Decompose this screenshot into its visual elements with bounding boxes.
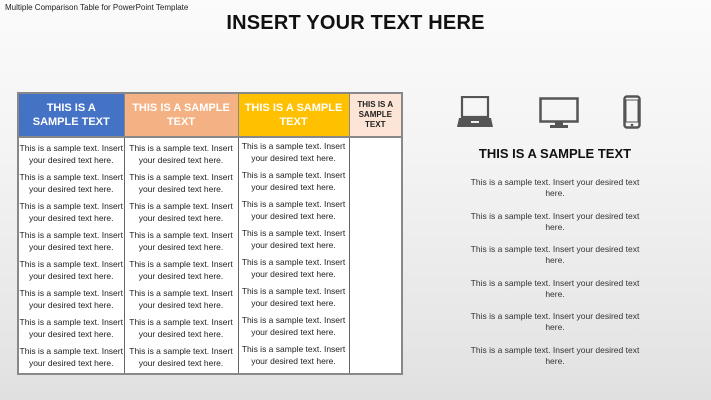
panel-text-item: This is a sample text. Insert your desired text here. [470,277,640,299]
panel-text-item: This is a sample text. Insert your desired text here. [470,210,640,232]
panel-text-item: This is a sample text. Insert your desired text here. [470,344,640,366]
table-cell-text: This is a sample text. Insert your desired text here. [19,172,123,194]
table-cell-text: This is a sample text. Insert your desired text here. [129,143,233,165]
column-header-4: THIS IS A SAMPLE TEXT [349,93,402,137]
panel-text-list [440,177,670,378]
table-cell-text: This is a sample text. Insert your desired text here. [241,228,346,250]
table-cell-text: This is a sample text. Insert your desired text here. [241,199,346,221]
column-4-cell [349,137,402,374]
column-header-1: THIS IS A SAMPLE TEXT [18,93,124,137]
table-cell-text: This is a sample text. Insert your desired text here. [19,288,123,310]
table-cell-text: This is a sample text. Insert your desired text here. [129,172,233,194]
column-3-cell [238,137,349,374]
column-header-3: THIS IS A SAMPLE TEXT [238,93,349,137]
table-cell-text: This is a sample text. Insert your desired text here. [19,201,123,223]
monitor-icon [539,97,579,129]
title-text: INSERT YOUR TEXT HERE [226,12,485,34]
table-cell-text: This is a sample text. Insert your desired text here. [241,170,346,192]
table-cell-text: This is a sample text. Insert your desired text here. [19,346,123,368]
laptop-icon [457,96,493,128]
table-cell-text: This is a sample text. Insert your desired text here. [129,346,233,368]
table-cell-text: This is a sample text. Insert your desired text here. [129,230,233,252]
table-cell-text: This is a sample text. Insert your desired text here. [129,317,233,339]
table-cell-text: This is a sample text. Insert your desired text here. [129,288,233,310]
panel-text-item: This is a sample text. Insert your desired text here. [470,244,640,265]
panel-title: THIS IS A SAMPLE TEXT [478,146,632,161]
comparison-table [17,92,403,375]
table-cell-text: This is a sample text. Insert your desired text here. [241,344,346,366]
table-cell-text: This is a sample text. Insert your desired text here. [19,259,123,281]
slide-title [0,12,711,35]
table-cell-text: This is a sample text. Insert your desired text here. [241,286,346,308]
table-cell-text: This is a sample text. Insert your desired text here. [19,317,123,339]
table-cell-text: This is a sample text. Insert your desired text here. [19,143,123,165]
column-2-cell [124,137,238,374]
slide-caption: Multiple Comparison Table for PowerPoint Template [5,3,189,12]
panel-text-item: This is a sample text. Insert your desired text here. [470,311,640,332]
column-header-2: THIS IS A SAMPLE TEXT [124,93,238,137]
table-cell-text: This is a sample text. Insert your desired text here. [241,141,346,163]
table-cell-text: This is a sample text. Insert your desired text here. [129,259,233,281]
table-cell-text: This is a sample text. Insert your desired text here. [241,315,346,337]
smartphone-icon [623,95,641,129]
table-cell-text: This is a sample text. Insert your desired text here. [19,230,123,252]
table-cell-text: This is a sample text. Insert your desired text here. [129,201,233,223]
panel-text-item: This is a sample text. Insert your desired text here. [470,177,640,198]
device-icons [440,94,670,134]
column-1-cell [18,137,124,374]
table-cell-text: This is a sample text. Insert your desired text here. [241,257,346,279]
